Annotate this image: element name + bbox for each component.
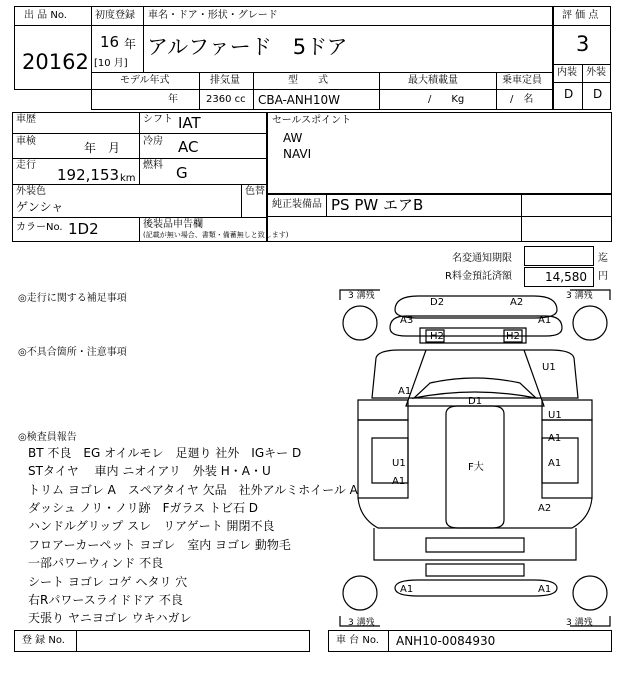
- report-line-2: STタイヤ 車内 ニオイアリ 外装 H・A・U: [28, 464, 271, 478]
- recycle-label: R料金預託済額: [445, 271, 512, 282]
- model-year-unit: 年: [168, 94, 178, 105]
- report-line-8: シート ヨゴレ コゲ ヘタリ 穴: [28, 575, 188, 589]
- sales-point-1: AW: [283, 131, 303, 145]
- interior-label: 内装: [557, 67, 577, 78]
- exterior-label: 外装: [586, 67, 606, 78]
- inspection-label: 車検: [16, 136, 36, 147]
- stock-no-label: 出 品 No.: [24, 10, 67, 21]
- deadline-box: [524, 246, 594, 266]
- corner-label-rr: 3 溝残: [566, 618, 593, 628]
- color-no-value: 1D2: [68, 220, 99, 238]
- mark-hood: D1: [468, 396, 483, 407]
- report-line-10: 天張り ヤニヨゴレ ウキハガレ: [28, 611, 192, 625]
- report-line-3: トリム ヨゴレ A スペアタイヤ 欠品 社外アルミホイール A: [28, 483, 358, 497]
- mark-rear-door-l-a: A1: [392, 476, 406, 487]
- reg-no-label: 登 録 No.: [22, 635, 65, 646]
- mark-rear-bumper-l: A1: [400, 584, 414, 595]
- recycle-unit: 円: [598, 271, 608, 282]
- chassis-value: ANH10-0084930: [396, 634, 496, 648]
- chassis-label: 車 台 No.: [336, 635, 379, 646]
- grade-value: 3: [576, 32, 590, 56]
- mark-rear-door-r: A1: [548, 458, 562, 469]
- max-load-label: 最大積載量: [408, 75, 458, 86]
- inspector-report-label: ◎検査員報告: [18, 432, 77, 443]
- mark-quarter-r: A2: [538, 503, 552, 514]
- mileage-value: 192,153: [57, 166, 120, 184]
- mark-front-door-r-u: U1: [548, 410, 562, 421]
- sales-point-label: セールスポイント: [272, 115, 352, 126]
- report-line-7: 一部パワーウィンド 不良: [28, 556, 164, 570]
- shift-label: シフト: [143, 114, 173, 125]
- genuine-equip-value: PS PW エアB: [331, 196, 424, 214]
- fuel-value: G: [176, 164, 188, 182]
- aftermarket-label: 後装品申告欄: [143, 219, 203, 230]
- history-label: 車歴: [16, 114, 36, 125]
- report-line-6: フロアーカーペット ヨゴレ 室内 ヨゴレ 動物毛: [28, 538, 291, 552]
- color-label: 外装色: [16, 186, 46, 197]
- type-value: CBA-ANH10W: [258, 93, 340, 107]
- aftermarket-note: (記載が無い場合、書類・備蓄無しと致します): [143, 231, 289, 239]
- capacity-label: 乗車定員: [502, 75, 542, 86]
- stock-no: 20162: [22, 50, 89, 74]
- report-line-5: ハンドルグリップ スレ リアゲート 開閉不良: [28, 519, 275, 533]
- first-reg-year: 16: [100, 33, 120, 51]
- mark-roof: F大: [468, 462, 484, 473]
- car-name: アルファード 5ドア: [147, 35, 348, 59]
- defects-label: ◎不具合箇所・注意事項: [18, 347, 127, 358]
- mark-front-door-r-a: A1: [548, 433, 562, 444]
- mark-headlight-r: H2: [506, 331, 520, 342]
- mark-headlight-l: H2: [430, 331, 444, 342]
- color-no-label: カラーNo.: [16, 222, 63, 233]
- driving-notes-label: ◎走行に関する補足事項: [18, 293, 127, 304]
- mileage-label: 走行: [16, 160, 36, 171]
- report-line-9: 右Rパワースライドドア 不良: [28, 593, 183, 607]
- mark-rear-door-l-u: U1: [392, 458, 406, 469]
- aircon-label: 冷房: [143, 136, 163, 147]
- shift-value: IAT: [178, 114, 201, 132]
- mark-grille-l: A3: [400, 315, 414, 326]
- color-value: ゲンシャ: [16, 200, 64, 214]
- corner-label-fr: 3 溝残: [566, 291, 593, 301]
- car-name-label: 車名・ドア・形状・グレード: [148, 10, 278, 21]
- deadline-label: 名変通知期限: [452, 253, 512, 264]
- mark-grille-r: A1: [538, 315, 552, 326]
- displacement-label: 排気量: [210, 75, 240, 86]
- corner-label-fl: 3 溝残: [348, 291, 375, 301]
- grade-label: 評 価 点: [562, 10, 599, 21]
- recycle-value: 14,580: [545, 270, 587, 284]
- type-label: 型 式: [288, 75, 328, 86]
- model-year-label: モデル年式: [120, 75, 170, 86]
- sales-point-2: NAVI: [283, 147, 312, 161]
- exterior-grade: D: [593, 87, 603, 101]
- car-damage-diagram: [338, 288, 612, 628]
- fuel-label: 燃料: [143, 160, 163, 171]
- aircon-value: AC: [178, 138, 199, 156]
- report-line-1: BT 不良 EG オイルモレ 足廻り 社外 IGキー D: [28, 446, 302, 460]
- first-reg-month: [10 月]: [94, 58, 128, 69]
- year-unit: 年: [124, 37, 137, 51]
- mileage-unit: km: [120, 173, 136, 184]
- mark-front-bumper-l: D2: [430, 297, 445, 308]
- displacement-value: 2360 cc: [206, 94, 246, 105]
- mark-front-bumper-r: A2: [510, 297, 524, 308]
- genuine-equip-label: 純正装備品: [272, 199, 322, 210]
- first-reg-label: 初度登録: [95, 10, 135, 21]
- mark-fender-fl: A1: [398, 386, 412, 397]
- inspection-value: 年 月: [84, 141, 121, 155]
- mark-fender-fr: U1: [542, 362, 556, 373]
- interior-grade: D: [564, 87, 574, 101]
- mark-rear-bumper-r: A1: [538, 584, 552, 595]
- capacity-value: / 名: [510, 94, 534, 105]
- color-change-label: 色替: [245, 186, 265, 197]
- corner-label-rl: 3 溝残: [348, 618, 375, 628]
- deadline-unit: 迄: [598, 253, 608, 264]
- report-line-4: ダッシュ ノリ・ノリ跡 Fガラス トビ石 D: [28, 501, 259, 515]
- max-load-value: / Kg: [428, 94, 465, 105]
